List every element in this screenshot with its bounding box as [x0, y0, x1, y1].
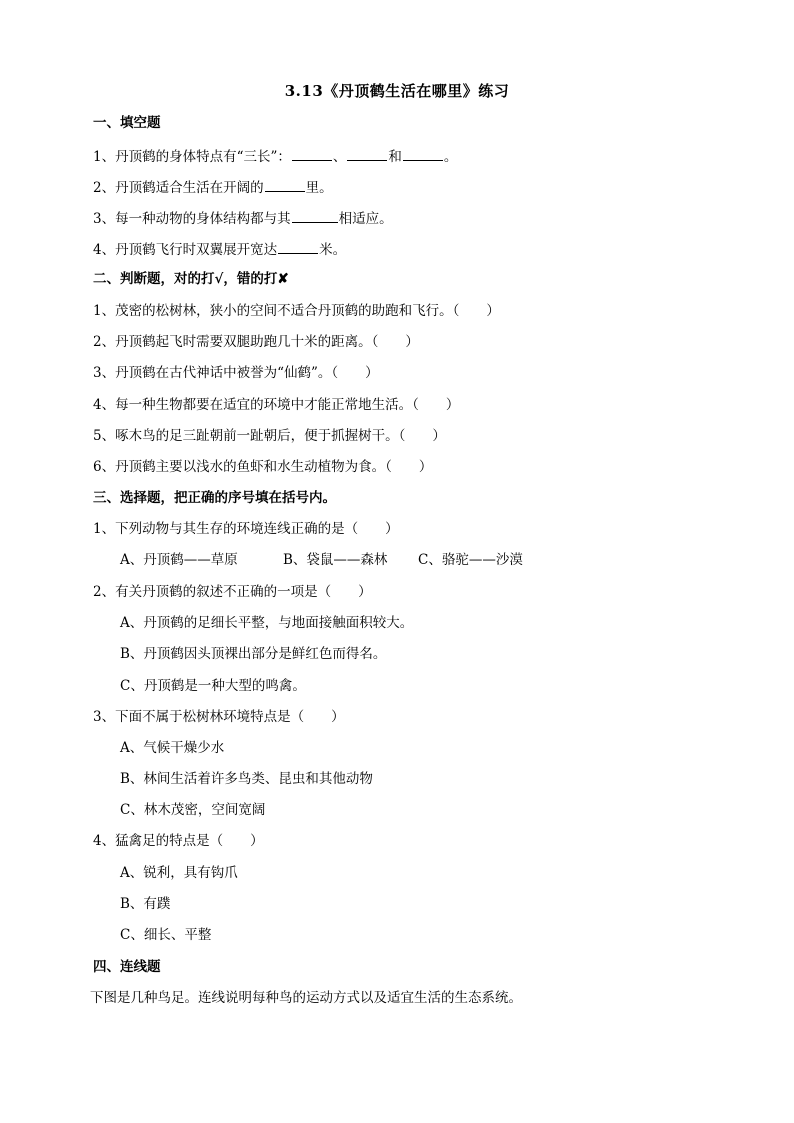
option-c: C、骆驼——沙漠: [418, 552, 523, 568]
answer-blank[interactable]: [403, 146, 443, 161]
question-text: 3、每一种动物的身体结构都与其: [93, 211, 291, 227]
option-c: C、丹顶鹤是一种大型的鸣禽。: [120, 678, 306, 694]
separator: 、: [332, 149, 347, 165]
question-1-4: [93, 239, 346, 259]
choice-question-1: 1、下列动物与其生存的环境连线正确的是（ ）: [93, 521, 399, 537]
option-a: A、丹顶鹤——草原: [120, 552, 238, 568]
option-b: B、有蹼: [120, 896, 171, 912]
answer-blank[interactable]: [265, 177, 305, 192]
section-heading-true-false: 二、判断题，对的打√，错的打✘: [93, 271, 289, 287]
answer-blank[interactable]: [292, 146, 332, 161]
section-heading-matching: 四、连线题: [93, 959, 161, 975]
option-a: A、丹顶鹤的足细长平整，与地面接触面积较大。: [120, 615, 414, 631]
answer-blank[interactable]: [292, 208, 338, 223]
option-c: C、林木茂密，空间宽阔: [120, 802, 266, 818]
choice-options-1: [120, 551, 523, 569]
judgement-item-2: 2、丹顶鹤起飞时需要双腿助跑几十米的距离。（ ）: [93, 334, 419, 350]
judgement-item-1: 1、茂密的松树林，狭小的空间不适合丹顶鹤的助跑和飞行。（ ）: [93, 303, 500, 319]
judgement-item-6: 6、丹顶鹤主要以浅水的鱼虾和水生动植物为食。（ ）: [93, 459, 433, 475]
question-text-end: 相适应。: [338, 211, 393, 227]
question-1-2: [93, 177, 333, 197]
question-end: 。: [443, 149, 458, 165]
choice-question-4: 4、猛禽足的特点是（ ）: [93, 833, 264, 849]
judgement-item-4: 4、每一种生物都要在适宜的环境中才能正常地生活。（ ）: [93, 397, 460, 413]
choice-question-2: 2、有关丹顶鹤的叙述不正确的一项是（ ）: [93, 584, 372, 600]
judgement-item-3: 3、丹顶鹤在古代神话中被誉为“仙鹤”。（ ）: [93, 365, 379, 381]
page-title: 3.13《丹顶鹤生活在哪里》练习: [284, 82, 510, 100]
judgement-item-5: 5、啄木鸟的足三趾朝前一趾朝后，便于抓握树干。（ ）: [93, 428, 446, 444]
question-text-end: 里。: [305, 180, 333, 196]
answer-blank[interactable]: [278, 239, 318, 254]
question-text: 1、丹顶鹤的身体特点有“三长”：: [93, 149, 291, 165]
option-b: B、林间生活着许多鸟类、昆虫和其他动物: [120, 771, 373, 787]
option-b: B、袋鼠——森林: [283, 552, 388, 568]
option-a: A、气候干燥少水: [120, 740, 225, 756]
question-1-1: [93, 146, 457, 166]
question-text: 4、丹顶鹤飞行时双翼展开宽达: [93, 242, 278, 258]
choice-question-3: 3、下面不属于松树林环境特点是（ ）: [93, 709, 345, 725]
option-b: B、丹顶鹤因头顶裸出部分是鲜红色而得名。: [120, 646, 387, 662]
question-text: 2、丹顶鹤适合生活在开阔的: [93, 180, 264, 196]
question-text-end: 米。: [319, 242, 347, 258]
matching-instructions: 下图是几种鸟足。连线说明每种鸟的运动方式以及适宜生活的生态系统。: [90, 990, 522, 1006]
option-a: A、锐利，具有钩爪: [120, 865, 238, 881]
question-1-3: [93, 208, 393, 228]
conjunction: 和: [388, 149, 402, 165]
option-c: C、细长、平整: [120, 927, 212, 943]
section-heading-fill-blank: 一、填空题: [93, 115, 161, 131]
section-heading-multiple-choice: 三、选择题，把正确的序号填在括号内。: [93, 490, 336, 506]
answer-blank[interactable]: [347, 146, 387, 161]
